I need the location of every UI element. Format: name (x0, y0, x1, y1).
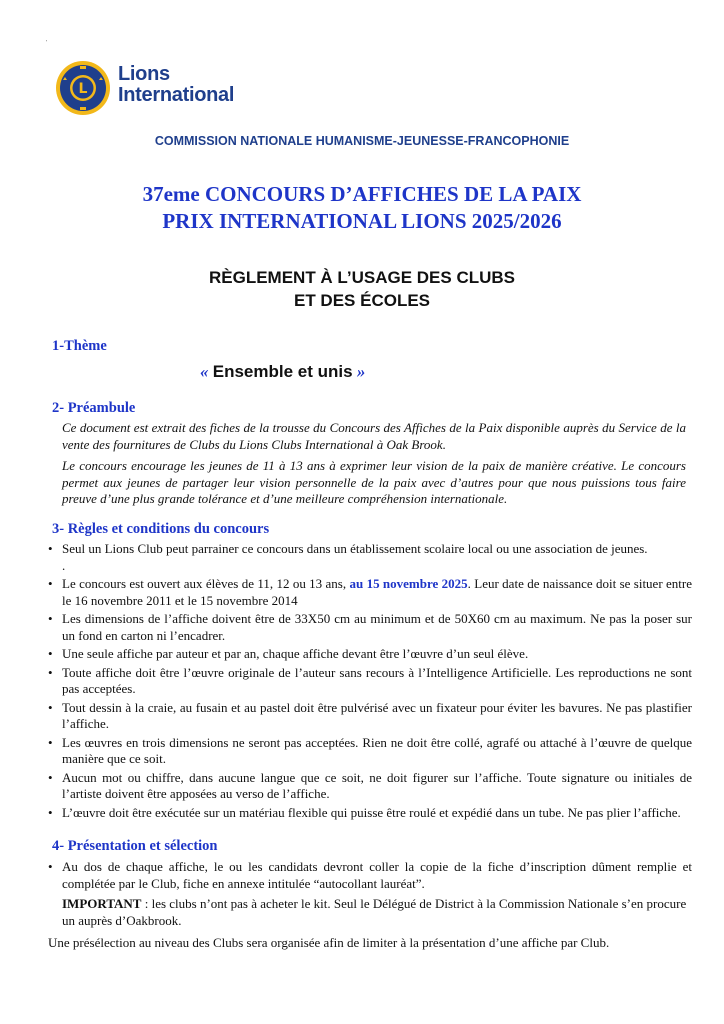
section-heading-theme: 1-Thème (52, 338, 107, 354)
preselection-note: Une présélection au niveau des Clubs sera organisée afin de limiter à la présentation d’une affiche par Club. (48, 935, 610, 950)
list-item: • Tout dessin à la craie, au fusain et au pastel doit être pulvérisé avec un fixateur pour éviter les bavures. Ne pas plastifier l’affiche. (48, 700, 692, 733)
brand-line-1: Lions (118, 63, 170, 85)
section-heading-presentation: 4- Présentation et sélection (52, 838, 218, 854)
contest-title-line-1: 37eme CONCOURS D’AFFICHES DE LA PAIX (142, 182, 582, 206)
section-heading-preamble: 2- Préambule (52, 400, 136, 416)
list-item: • Une seule affiche par auteur et par an, chaque affiche devant être l’œuvre d’un seul élève. (48, 646, 692, 663)
list-item: • Seul un Lions Club peut parrainer ce concours dans un établissement scolaire local ou une association de jeunes. . (48, 541, 692, 574)
section-heading-rules: 3- Règles et conditions du concours (52, 521, 270, 537)
list-item: • Les dimensions de l’affiche doivent être de 33X50 cm au minimum et de 50X60 cm au maximum. Ne pas la poser sur un fond en carton ni l’encadrer. (48, 611, 692, 644)
preamble-paragraph-2: Le concours encourage les jeunes de 11 à 13 ans à exprimer leur vision de la paix de manière créative. Le concours permet aux jeunes de partager leur vision personnelle de la paix avec d’autres pour que nous puissions tous faire preuve d’une plus grande tolérance et d’une meilleure compréhension internationale. (62, 458, 686, 506)
contest-title-line-2: PRIX INTERNATIONAL LIONS 2025/2026 (162, 209, 562, 233)
rules-title-line-2: ET DES ÉCOLES (293, 291, 431, 310)
quote-open: « (200, 362, 209, 381)
list-item: • L’œuvre doit être exécutée sur un matériau flexible qui puisse être roulé et expédié dans un tube. Ne pas plier l’affiche. (48, 805, 692, 822)
presentation-list (48, 859, 692, 894)
list-item: • Au dos de chaque affiche, le ou les candidats devront coller la copie de la fiche d’inscription dûment remplie et complétée par le Club, fiche en annexe intitulée “autocollant lauréat”. (48, 859, 692, 892)
page-mark: ' (46, 40, 48, 46)
rules-list (48, 541, 692, 823)
list-item: • Les œuvres en trois dimensions ne seront pas acceptées. Rien ne doit être collé, agrafé ou attaché à l’œuvre de quelque manière que ce soit. (48, 735, 692, 768)
commission-title: COMMISSION NATIONALE HUMANISME-JEUNESSE-FRANCOPHONIE (154, 134, 570, 148)
rules-title-line-1: RÈGLEMENT À L’USAGE DES CLUBS (208, 268, 516, 287)
deadline-date: au 15 novembre 2025 (349, 576, 468, 591)
theme-quote (200, 362, 365, 382)
important-note (62, 896, 692, 929)
list-item: • Le concours est ouvert aux élèves de 11, 12 ou 13 ans, au 15 novembre 2025. Leur date de naissance doit se situer entre le 16 novembre 2011 et le 15 novembre 2014 (48, 576, 692, 609)
theme-text: Ensemble et unis (212, 362, 353, 381)
important-text: : les clubs n’ont pas à acheter le kit. Seul le Délégué de District à la Commission Nationale s’en procure un auprès d’Oakbrook. (62, 896, 687, 928)
lions-emblem-icon (55, 60, 111, 116)
brand-line-2: International (118, 84, 235, 106)
preamble-paragraph-1: Ce document est extrait des fiches de la trousse du Concours des Affiches de la Paix disponible auprès du Service de la vente des fournitures de Clubs du Lions Clubs International à Oak Brook. (62, 420, 686, 452)
svg-text:L: L (78, 81, 88, 97)
list-item: • Aucun mot ou chiffre, dans aucune langue que ce soit, ne doit figurer sur l’affiche. Toute signature ou initiales de l’artiste doivent être apposées au verso de l’affiche. (48, 770, 692, 803)
brand-wordmark (118, 64, 234, 106)
quote-close: » (356, 362, 366, 381)
list-item: • Toute affiche doit être l’œuvre originale de l’auteur sans recours à l’Intelligence Artificielle. Les reproductions ne sont pas acceptées. (48, 665, 692, 698)
important-label: IMPORTANT (62, 896, 142, 911)
